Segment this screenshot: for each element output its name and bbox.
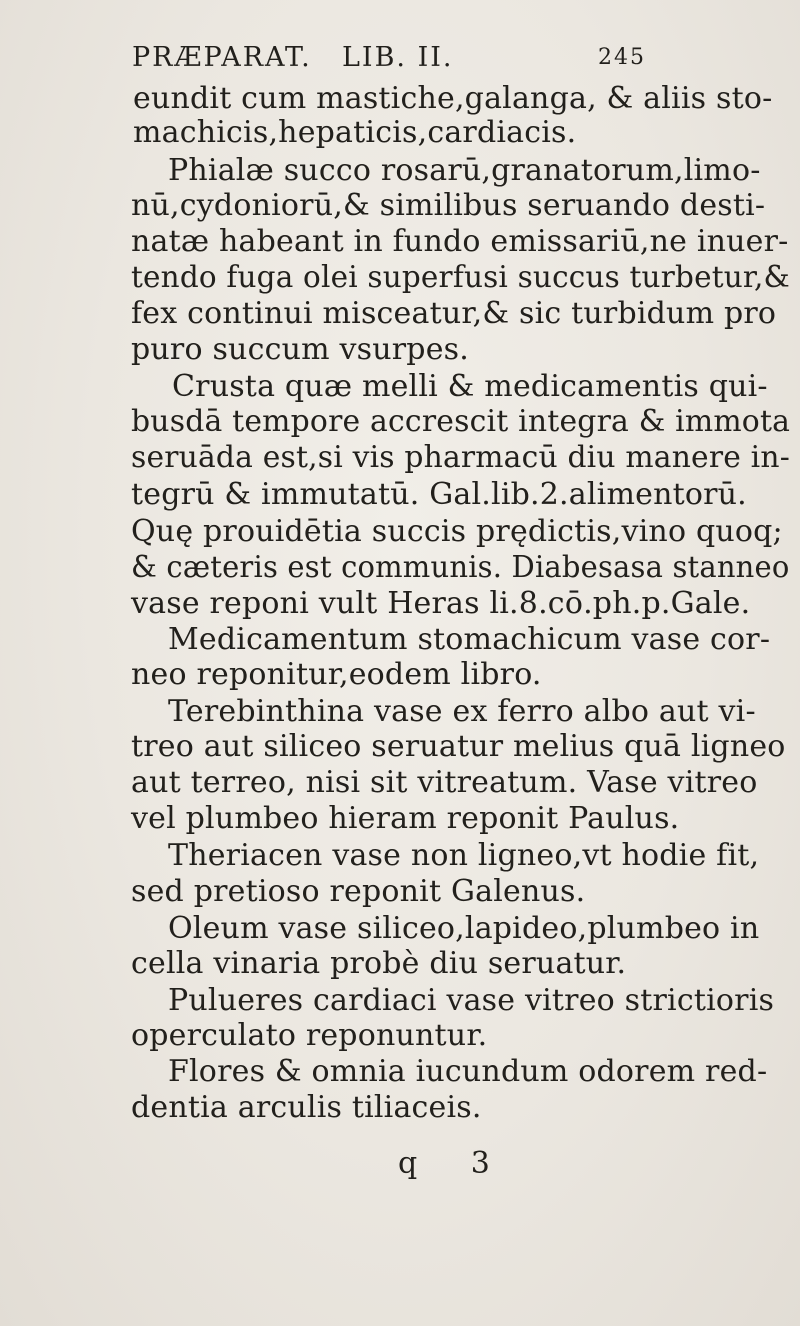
text-line: vase reponi vult Heras li.8.cō.ph.p.Gale. (131, 586, 751, 621)
running-head (132, 40, 772, 76)
text-line: Pulueres cardiaci vase vitreo strictioris (168, 983, 775, 1018)
text-line: sed pretioso reponit Galenus. (131, 874, 586, 909)
text-line: Theriacen vase non ligneo,vt hodie fit, (168, 838, 760, 873)
text-line: dentia arculis tiliaceis. (131, 1090, 482, 1125)
text-line: machicis,hepaticis,cardiacis. (133, 115, 577, 150)
text-line: eundit cum mastiche,galanga, & aliis sto- (133, 81, 773, 116)
text-line: natæ habeant in fundo emissariū,ne inuer- (131, 224, 789, 259)
text-line: aut terreo, nisi sit vitreatum. Vase vitreo (131, 765, 758, 800)
text-line: cella vinaria probè diu seruatur. (131, 946, 627, 981)
text-line: Phialæ succo rosarū,granatorum,limo- (168, 153, 761, 188)
text-line: Oleum vase siliceo,lapideo,plumbeo in (168, 911, 760, 946)
running-head-book: LIB. II. (342, 42, 454, 73)
signature-mark: q 3 (398, 1146, 512, 1181)
page-number: 245 (598, 45, 646, 70)
text-line: vel plumbeo hieram reponit Paulus. (131, 801, 680, 836)
text-line: & cæteris est communis. Diabesasa stanneo (131, 550, 790, 585)
text-line: tendo fuga olei superfusi succus turbetur,& (131, 260, 790, 295)
text-line: fex continui misceatur,& sic turbidum pro (131, 296, 777, 331)
text-line: Crusta quæ melli & medicamentis qui- (172, 369, 768, 404)
text-line: neo reponitur,eodem libro. (131, 657, 542, 692)
text-line: Medicamentum stomachicum vase cor- (168, 622, 771, 657)
text-line: busdā tempore accrescit integra & immota (131, 404, 791, 439)
text-line: treo aut siliceo seruatur melius quā ligneo (131, 729, 786, 764)
text-line: operculato reponuntur. (131, 1018, 488, 1053)
text-line: Terebinthina vase ex ferro albo aut vi- (168, 694, 756, 729)
text-line: tegrū & immutatū. Gal.lib.2.alimentorū. (131, 477, 747, 512)
text-line: Quę prouidētia succis prędictis,vino quoq; (131, 514, 783, 549)
text-line: Flores & omnia iucundum odorem red- (168, 1054, 768, 1089)
text-line: seruāda est,si vis pharmacū diu manere in- (131, 440, 790, 475)
text-line: nū,cydoniorū,& similibus seruando desti- (131, 188, 766, 223)
text-line: puro succum vsurpes. (131, 332, 469, 367)
running-head-title: PRÆPARAT. (132, 42, 312, 73)
